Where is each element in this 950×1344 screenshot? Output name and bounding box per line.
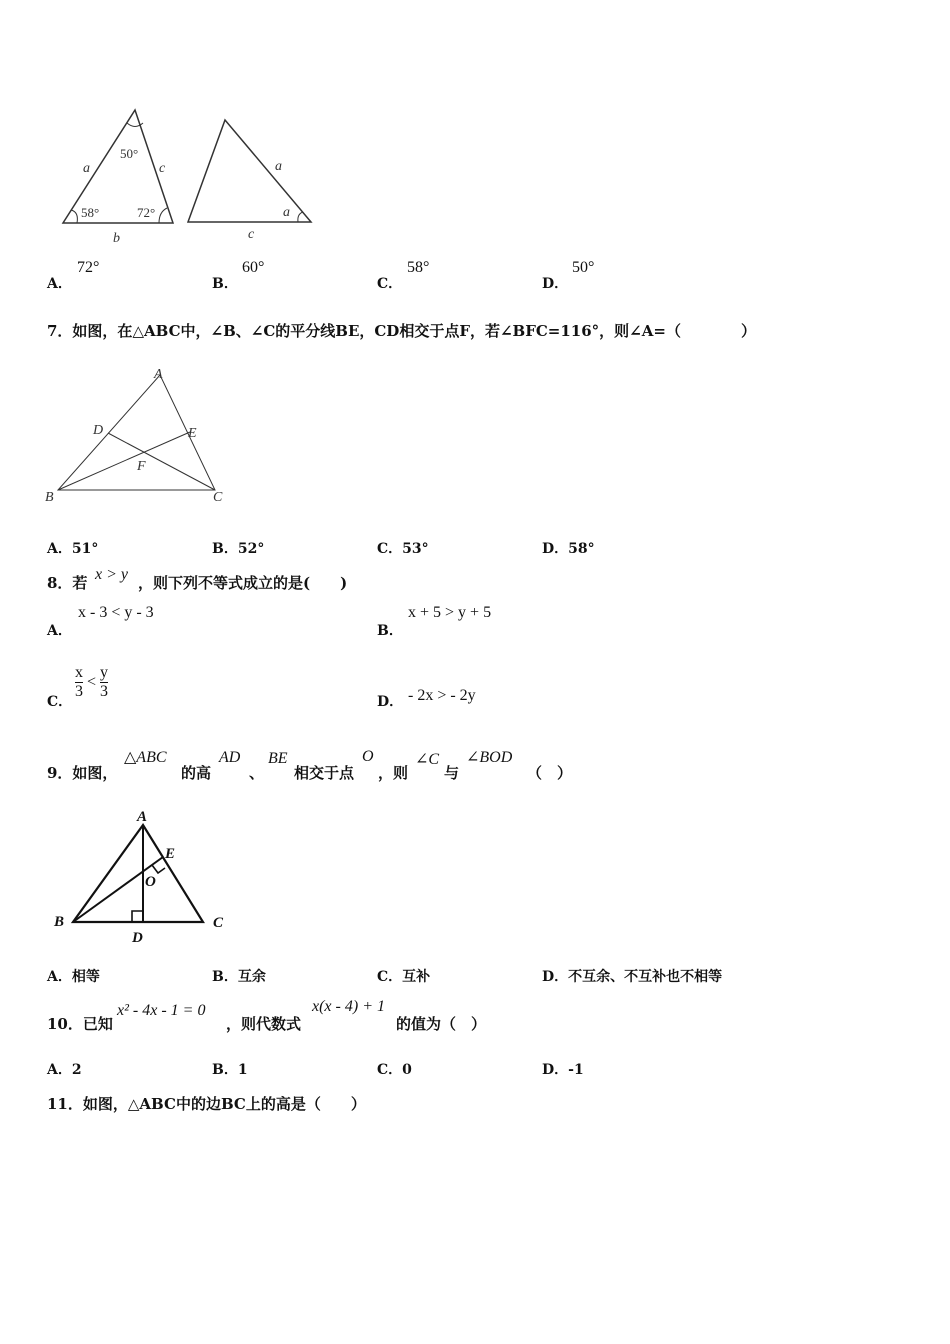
- q10-option-d[interactable]: [542, 1059, 584, 1079]
- numerator: x: [75, 664, 83, 681]
- relation: <: [87, 673, 97, 691]
- q9-m6: ∠BOD: [466, 749, 513, 766]
- q7-option-a[interactable]: [47, 538, 98, 558]
- q7-label-b: B: [45, 490, 54, 505]
- option-letter: D．: [542, 1062, 569, 1078]
- fraction-x-over-3: [75, 664, 83, 701]
- option-value: 51°: [71, 541, 99, 557]
- option-letter: D．: [542, 969, 569, 985]
- option-value: 相等: [71, 969, 100, 985]
- option-value: 互补: [402, 969, 431, 985]
- q8-option-c-value: [75, 664, 108, 701]
- option-value: 互余: [237, 969, 266, 985]
- q6-triangle-1: [63, 110, 173, 223]
- q8-option-a-letter[interactable]: A．: [47, 623, 72, 639]
- q8-option-c-letter[interactable]: C．: [47, 694, 73, 710]
- q9-t5: 与: [444, 764, 460, 782]
- q7-label-f: F: [137, 459, 146, 474]
- q6-angle-left: 58°: [81, 205, 100, 220]
- option-value: 72°: [77, 259, 100, 276]
- option-value: 1: [237, 1062, 248, 1078]
- q6-side-c: c: [159, 161, 166, 176]
- option-value: 60°: [242, 259, 265, 276]
- q10-option-b[interactable]: [212, 1059, 248, 1079]
- q9-label-d: D: [132, 930, 143, 946]
- q7-option-b[interactable]: [212, 538, 264, 558]
- q9-m5: ∠C: [415, 751, 440, 768]
- option-letter: A．: [47, 541, 72, 557]
- option-letter: C．: [377, 541, 403, 557]
- option-value: 50°: [572, 259, 595, 276]
- q9-t4: ，则: [378, 764, 409, 782]
- option-value: -1: [568, 1062, 584, 1078]
- q9-label-b: B: [54, 914, 65, 930]
- q7-label-a: A: [154, 367, 163, 382]
- q7-option-d[interactable]: [542, 538, 595, 558]
- q6-side-a: a: [83, 161, 90, 176]
- option-letter: B．: [212, 1062, 238, 1078]
- q9-label-o: O: [145, 874, 156, 890]
- q7-label-d: D: [93, 423, 104, 438]
- option-letter: D．: [542, 541, 569, 557]
- q10-suffix: 的值为（ ）: [396, 1015, 487, 1033]
- q9-option-b[interactable]: [212, 966, 266, 986]
- q6-t2-side-a: a: [275, 159, 282, 174]
- q6-t2-side-c: c: [248, 227, 255, 242]
- fraction-y-over-3: [100, 664, 108, 701]
- option-value: 58°: [568, 541, 595, 557]
- q6-angle-top: 50°: [120, 146, 139, 161]
- q6-triangle-2: [188, 120, 311, 222]
- q8-stem-prefix: 8．若: [47, 574, 88, 592]
- q9-option-a[interactable]: [47, 966, 100, 986]
- q6-angle-right: 72°: [137, 205, 156, 220]
- q7-figure: [40, 360, 240, 510]
- option-value: 2: [71, 1062, 82, 1078]
- q9-m3: BE: [268, 750, 288, 767]
- option-value: 不互余、不互补也不相等: [568, 969, 723, 985]
- option-letter: C．: [377, 1062, 403, 1078]
- q9-t2: 、: [249, 764, 265, 782]
- q9-option-c[interactable]: [377, 966, 430, 986]
- q9-label-e: E: [165, 846, 176, 862]
- q11-stem: 11．如图，△ABC中的边BC上的高是（ ）: [47, 1095, 366, 1113]
- q10-mid: ，则代数式: [226, 1015, 302, 1033]
- option-value: 0: [402, 1062, 412, 1078]
- q8-option-a-value: x - 3 < y - 3: [78, 604, 154, 621]
- option-letter: B．: [212, 969, 238, 985]
- q9-t3: 相交于点: [294, 764, 355, 782]
- q9-t6: （ ）: [527, 764, 573, 782]
- q9-figure: [45, 800, 245, 950]
- q8-stem-suffix: ，则下列不等式成立的是( ): [138, 574, 348, 592]
- q9-option-d[interactable]: [542, 966, 722, 986]
- q6-side-b: b: [113, 231, 120, 246]
- denominator: 3: [75, 683, 83, 700]
- option-value: 53°: [402, 541, 429, 557]
- q9-m2: AD: [219, 749, 241, 766]
- option-letter: B．: [212, 541, 238, 557]
- option-value: 52°: [237, 541, 265, 557]
- option-value: 58°: [407, 259, 430, 276]
- q8-option-d-letter[interactable]: D．: [377, 694, 404, 710]
- q10-option-c[interactable]: [377, 1059, 412, 1079]
- q10-equation: x² - 4x - 1 = 0: [117, 1002, 206, 1019]
- q9-m1: △ABC: [124, 749, 167, 766]
- option-letter: A．: [47, 1062, 72, 1078]
- option-letter: D．: [542, 276, 569, 292]
- q6-t2-angle-a: a: [283, 205, 290, 220]
- q9-m4: O: [362, 748, 374, 765]
- q8-option-b-value: x + 5 > y + 5: [408, 604, 492, 621]
- option-letter: B．: [212, 276, 238, 292]
- q8-stem-math: x > y: [95, 566, 128, 583]
- q7-label-e: E: [188, 426, 197, 441]
- q7-label-c: C: [213, 490, 223, 505]
- q10-expression: x(x - 4) + 1: [312, 998, 385, 1015]
- option-letter: A．: [47, 276, 72, 292]
- q10-stem-prefix: 10．已知: [47, 1015, 113, 1033]
- q9-t1: 的高: [181, 764, 212, 782]
- q9-label-c: C: [213, 915, 224, 931]
- q10-option-a[interactable]: [47, 1059, 82, 1079]
- denominator: 3: [100, 683, 109, 700]
- q6-figure: [55, 100, 325, 250]
- q7-stem: 7．如图，在△ABC中，∠B、∠C的平分线BE，CD相交于点F，若∠BFC=116°，则∠A=（ ）: [47, 322, 756, 340]
- q7-option-c[interactable]: [377, 538, 429, 558]
- q8-option-d-value: - 2x > - 2y: [408, 687, 476, 704]
- option-letter: A．: [47, 969, 72, 985]
- numerator: y: [100, 664, 109, 681]
- q9-label-a: A: [137, 809, 148, 825]
- q9-stem-prefix: 9．如图，: [47, 764, 118, 782]
- option-letter: C．: [377, 969, 403, 985]
- option-letter: C．: [377, 276, 403, 292]
- q8-option-b-letter[interactable]: B．: [377, 623, 403, 639]
